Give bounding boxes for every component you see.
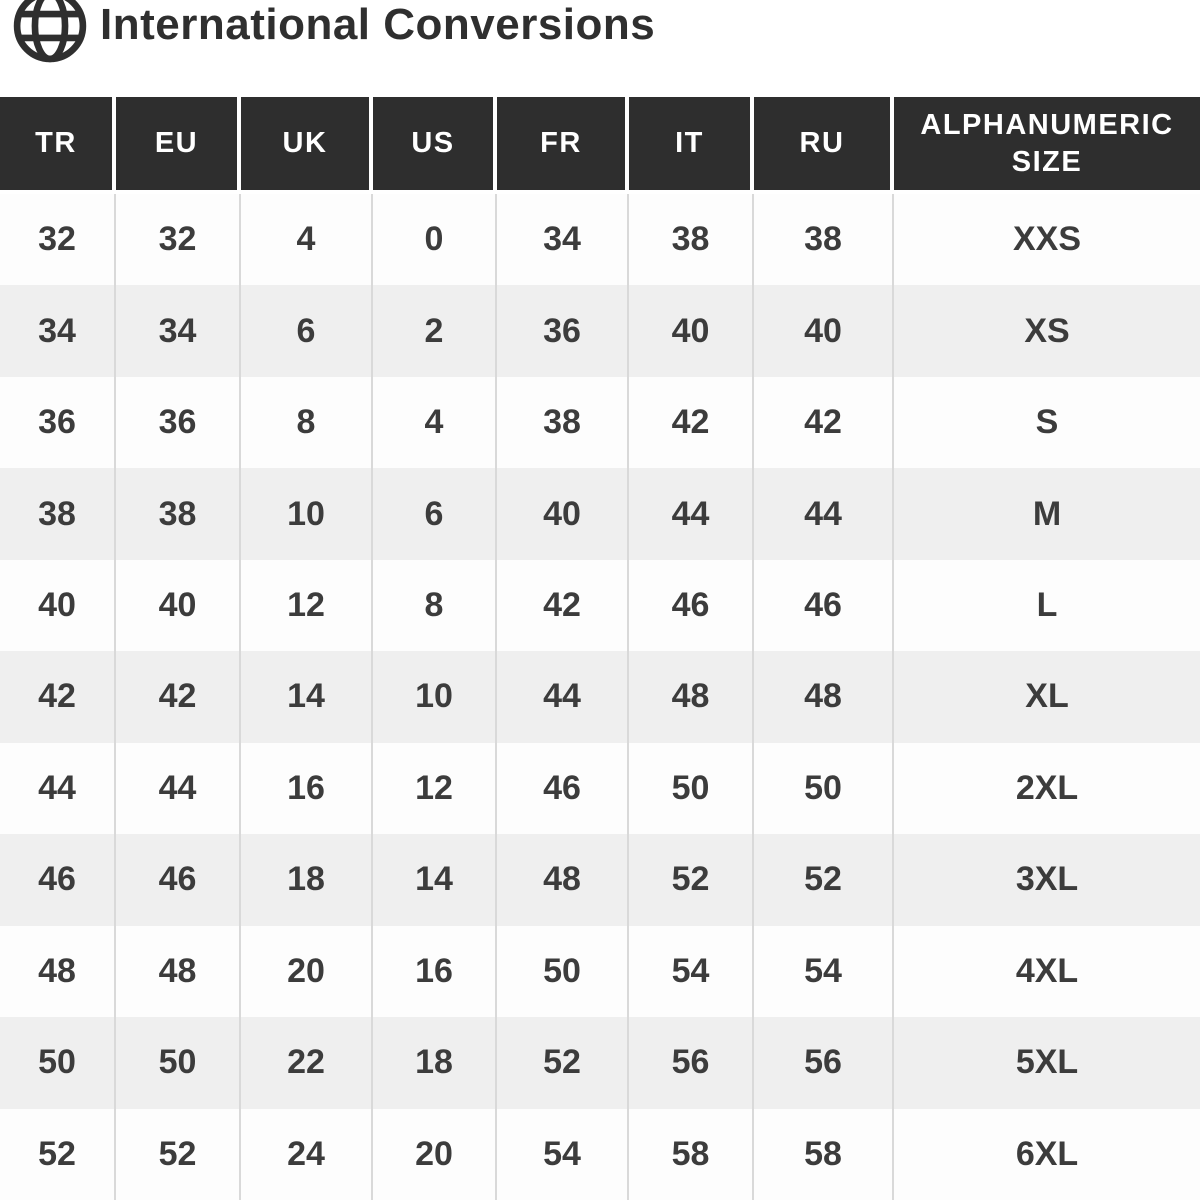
table-cell: 44 (497, 651, 629, 742)
table-row (0, 468, 1200, 559)
table-cell: 0 (373, 194, 497, 285)
table-cell: 6XL (894, 1109, 1200, 1200)
table-cell: 34 (0, 285, 116, 376)
table-cell: 50 (497, 926, 629, 1017)
table-cell: 44 (754, 468, 894, 559)
table-cell: 56 (629, 1017, 754, 1108)
table-cell: 20 (373, 1109, 497, 1200)
table-cell: M (894, 468, 1200, 559)
table-cell: 40 (629, 285, 754, 376)
table-cell: 18 (241, 834, 373, 925)
table-cell: 38 (754, 194, 894, 285)
table-cell: 44 (116, 743, 241, 834)
column-header-us: US (373, 97, 497, 194)
globe-icon (8, 0, 92, 68)
table-cell: 10 (373, 651, 497, 742)
table-cell: 34 (497, 194, 629, 285)
page-title: International Conversions (100, 0, 656, 49)
table-cell: 36 (116, 377, 241, 468)
table-cell: 50 (116, 1017, 241, 1108)
table-cell: 5XL (894, 1017, 1200, 1108)
table-cell: 40 (0, 560, 116, 651)
table-row (0, 926, 1200, 1017)
table-cell: 42 (0, 651, 116, 742)
table-cell: 46 (754, 560, 894, 651)
table-cell: 16 (241, 743, 373, 834)
table-cell: 48 (629, 651, 754, 742)
column-header-tr: TR (0, 97, 116, 194)
table-cell: 52 (0, 1109, 116, 1200)
table-cell: XS (894, 285, 1200, 376)
table-cell: 24 (241, 1109, 373, 1200)
table-cell: XL (894, 651, 1200, 742)
table-cell: 2XL (894, 743, 1200, 834)
table-cell: 34 (116, 285, 241, 376)
table-cell: 36 (0, 377, 116, 468)
table-cell: 14 (241, 651, 373, 742)
table-cell: 38 (0, 468, 116, 559)
table-header-row (0, 97, 1200, 194)
table-cell: 40 (116, 560, 241, 651)
column-header-uk: UK (241, 97, 373, 194)
table-cell: 12 (373, 743, 497, 834)
page-header (0, 0, 1200, 97)
table-cell: 52 (629, 834, 754, 925)
table-cell: 44 (0, 743, 116, 834)
table-row (0, 285, 1200, 376)
table-cell: 12 (241, 560, 373, 651)
table-cell: 14 (373, 834, 497, 925)
table-cell: 6 (373, 468, 497, 559)
table-cell: 54 (497, 1109, 629, 1200)
table-cell: 42 (497, 560, 629, 651)
table-cell: 46 (629, 560, 754, 651)
table-cell: 52 (497, 1017, 629, 1108)
table-cell: S (894, 377, 1200, 468)
table-cell: 2 (373, 285, 497, 376)
table-cell: 58 (629, 1109, 754, 1200)
table-cell: 42 (754, 377, 894, 468)
column-header-alphanumeric-size: ALPHANUMERIC SIZE (894, 97, 1200, 194)
table-row (0, 1109, 1200, 1200)
table-cell: 42 (629, 377, 754, 468)
table-cell: 52 (754, 834, 894, 925)
table-cell: 50 (754, 743, 894, 834)
table-cell: 36 (497, 285, 629, 376)
table-cell: 4XL (894, 926, 1200, 1017)
table-row (0, 651, 1200, 742)
table-cell: 54 (754, 926, 894, 1017)
table-row (0, 377, 1200, 468)
table-row (0, 1017, 1200, 1108)
table-cell: 38 (116, 468, 241, 559)
table-cell: 46 (116, 834, 241, 925)
conversion-table (0, 97, 1200, 1200)
table-cell: 46 (0, 834, 116, 925)
table-cell: 48 (0, 926, 116, 1017)
table-cell: 48 (497, 834, 629, 925)
table-row (0, 743, 1200, 834)
column-header-ru: RU (754, 97, 894, 194)
table-cell: 16 (373, 926, 497, 1017)
table-cell: 8 (241, 377, 373, 468)
table-cell: 3XL (894, 834, 1200, 925)
table-cell: 32 (0, 194, 116, 285)
table-cell: 38 (497, 377, 629, 468)
column-header-eu: EU (116, 97, 241, 194)
table-cell: 58 (754, 1109, 894, 1200)
table-cell: 56 (754, 1017, 894, 1108)
table-cell: 20 (241, 926, 373, 1017)
table-row (0, 194, 1200, 285)
table-cell: 32 (116, 194, 241, 285)
table-cell: 42 (116, 651, 241, 742)
table-cell: 4 (373, 377, 497, 468)
table-cell: 6 (241, 285, 373, 376)
table-cell: 22 (241, 1017, 373, 1108)
table-row (0, 834, 1200, 925)
table-cell: 50 (0, 1017, 116, 1108)
table-cell: 48 (116, 926, 241, 1017)
table-cell: 8 (373, 560, 497, 651)
table-cell: 40 (754, 285, 894, 376)
table-cell: 10 (241, 468, 373, 559)
table-cell: 18 (373, 1017, 497, 1108)
column-header-it: IT (629, 97, 754, 194)
table-cell: 38 (629, 194, 754, 285)
table-cell: 48 (754, 651, 894, 742)
table-cell: 50 (629, 743, 754, 834)
table-cell: 54 (629, 926, 754, 1017)
table-cell: XXS (894, 194, 1200, 285)
table-cell: 4 (241, 194, 373, 285)
table-cell: 52 (116, 1109, 241, 1200)
table-row (0, 560, 1200, 651)
table-cell: 44 (629, 468, 754, 559)
table-cell: 46 (497, 743, 629, 834)
table-cell: L (894, 560, 1200, 651)
column-header-fr: FR (497, 97, 629, 194)
table-cell: 40 (497, 468, 629, 559)
